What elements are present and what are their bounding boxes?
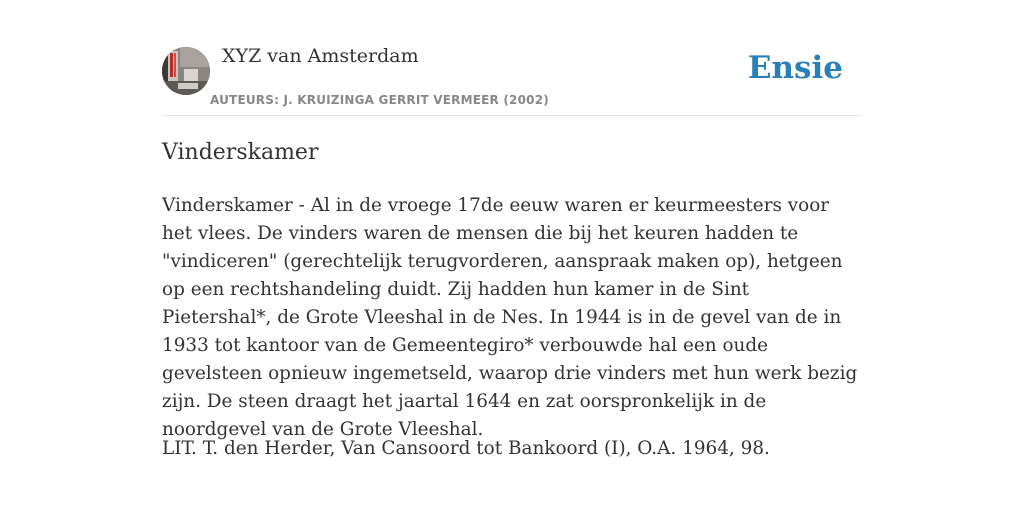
ensie-logo-link[interactable]: Ensie <box>747 50 843 86</box>
entry-literature: LIT. T. den Herder, Van Cansoord tot Bankoord (I), O.A. 1964, 98. <box>162 438 770 459</box>
book-title[interactable]: XYZ van Amsterdam <box>222 45 419 67</box>
entry-card <box>162 0 862 512</box>
authors-line: AUTEURS: J. KRUIZINGA GERRIT VERMEER (2002) <box>210 93 549 107</box>
book-cover-avatar[interactable] <box>162 47 210 95</box>
entry-header <box>162 0 862 116</box>
book-cover-thumbnail-icon <box>162 47 210 95</box>
entry-title: Vinderskamer <box>162 140 319 165</box>
entry-body: Vinderskamer - Al in de vroege 17de eeuw waren er keurmeesters voor het vlees. De vinders waren de mensen die bij het keuren hadden te "vindiceren" (gerechtelijk terugvorderen, aanspraak maken op), hetgeen op een rechtshandeling duidt. Zij hadden hun kamer in de Sint Pietershal*, de Grote Vleeshal in de Nes. In 1944 is in de gevel van de in 1933 tot kantoor van de Gemeentegiro* verbouwde hal een oude gevelsteen opnieuw ingemetseld, waarop drie vinders met hun werk bezig zijn. De steen draagt het jaartal 1644 en zat oorspronkelijk in de noordgevel van de Grote Vleeshal. <box>162 195 858 440</box>
